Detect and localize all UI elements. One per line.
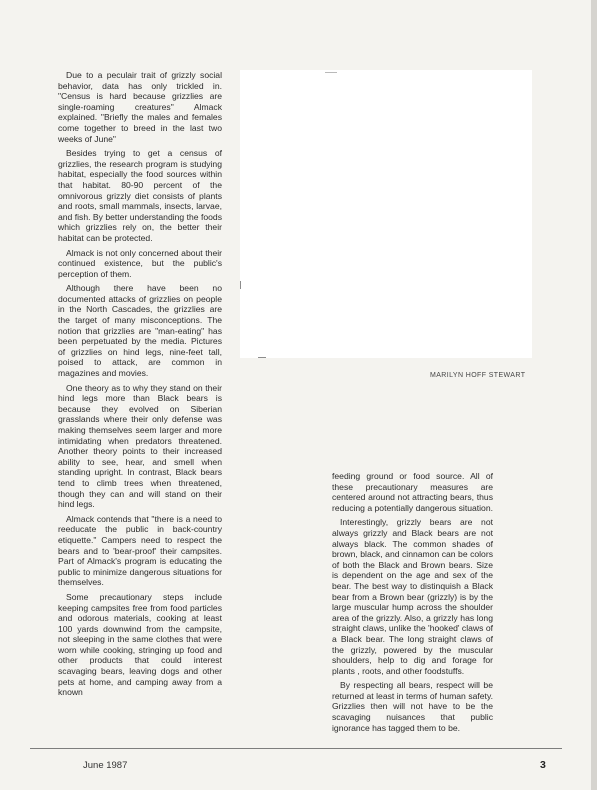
illustration-credit: MARILYN HOFF STEWART (430, 372, 526, 379)
article-paragraph: Although there have been no documented attacks of grizzlies on people in the North Cascades, the grizzlies are the target of many misconceptions. The notion that grizzlies are "man-eating" has been perpetuated by the media. Pictures of grizzlies on hind legs, nine-feet tall, poised to attack, are common in magazines and movies. (58, 283, 222, 379)
illustration-placeholder (240, 70, 532, 358)
article-paragraph: By respecting all bears, respect will be returned at least in terms of human safety. Grizzlies then will not have to be the scavaging nuisances that public ignorance has tagged them to be. (332, 680, 493, 733)
page-edge (591, 0, 597, 790)
article-column-right (332, 471, 493, 737)
article-paragraph: Due to a peculair trait of grizzly social behavior, data has only trickled in. "Census is hard because grizzlies are single-roaming creatures" Almack explained. "Briefly the males and females come together to breed in the last two weeks of June" (58, 70, 222, 144)
footer-date: June 1987 (83, 760, 128, 771)
article-paragraph: Almack is not only concerned about their continued existence, but the public's perception of them. (58, 247, 222, 279)
article-paragraph: feeding ground or food source. All of these precautionary measures are centered around not attracting bears, thus reducing a potentially dangerous situation. (332, 471, 494, 513)
photo-edge-mark (258, 357, 266, 358)
article-paragraph: Besides trying to get a census of grizzlies, the research program is studying habitat, especially the food sources within that habitat. 80-90 percent of the omnivorous grizzly diet consists of plants and roots, small mammals, insects, larvae, and fish. By better understanding the foods which grizzlies rely on, the better their habitat can be protected. (58, 148, 222, 243)
photo-edge-mark (325, 72, 337, 73)
article-column-left (58, 70, 222, 702)
photo-edge-mark (240, 281, 241, 289)
footer-divider (30, 748, 562, 749)
article-paragraph: One theory as to why they stand on their hind legs more than Black bears is because they evolved on Siberian grasslands where their only defense was making themselves seem larger and more intimidating when predators threatened. Another theory points to their increased ability to see, hear, and smell when standing upright. In contrast, Black bears tend to climb trees when threatened, though they can and will stand on their hind legs. (58, 382, 222, 510)
article-paragraph: Interestingly, grizzly bears are not always grizzly and Black bears are not always black. The common shades of brown, black, and cinnamon can be colors of both the Black and Brown bears. Size is dependent on the age and sex of the bear. The best way to distinquish a Black bear from a Brown bear (grizzly) is by the large muscular hump across the shoulder area of the grizzly. Also, a grizzly has long straight claws, unlike the 'hooked' claws of a Black bear. The long straight claws of the grizzly, powered by the muscular shoulders, help to dig and forage for plants , roots, and other foodstuffs. (332, 517, 493, 676)
page-number: 3 (540, 759, 546, 771)
article-paragraph: Some precautionary steps include keeping campsites free from food particles and odorous materials, cooking at least 100 yards downwind from the campsite, not sleeping in the same clothes that were worn while cooking, stringing up food and other products that could interest scavaging bears, leaving dogs and other pets at home, and camping away from a known (58, 591, 222, 698)
article-paragraph: Almack contends that "there is a need to reeducate the public in back-country etiquette." Campers need to respect the bears and to 'bear-proof' their campsites. Part of Almack's program is educating the public to minimize dangerous situations for themselves. (58, 513, 222, 588)
